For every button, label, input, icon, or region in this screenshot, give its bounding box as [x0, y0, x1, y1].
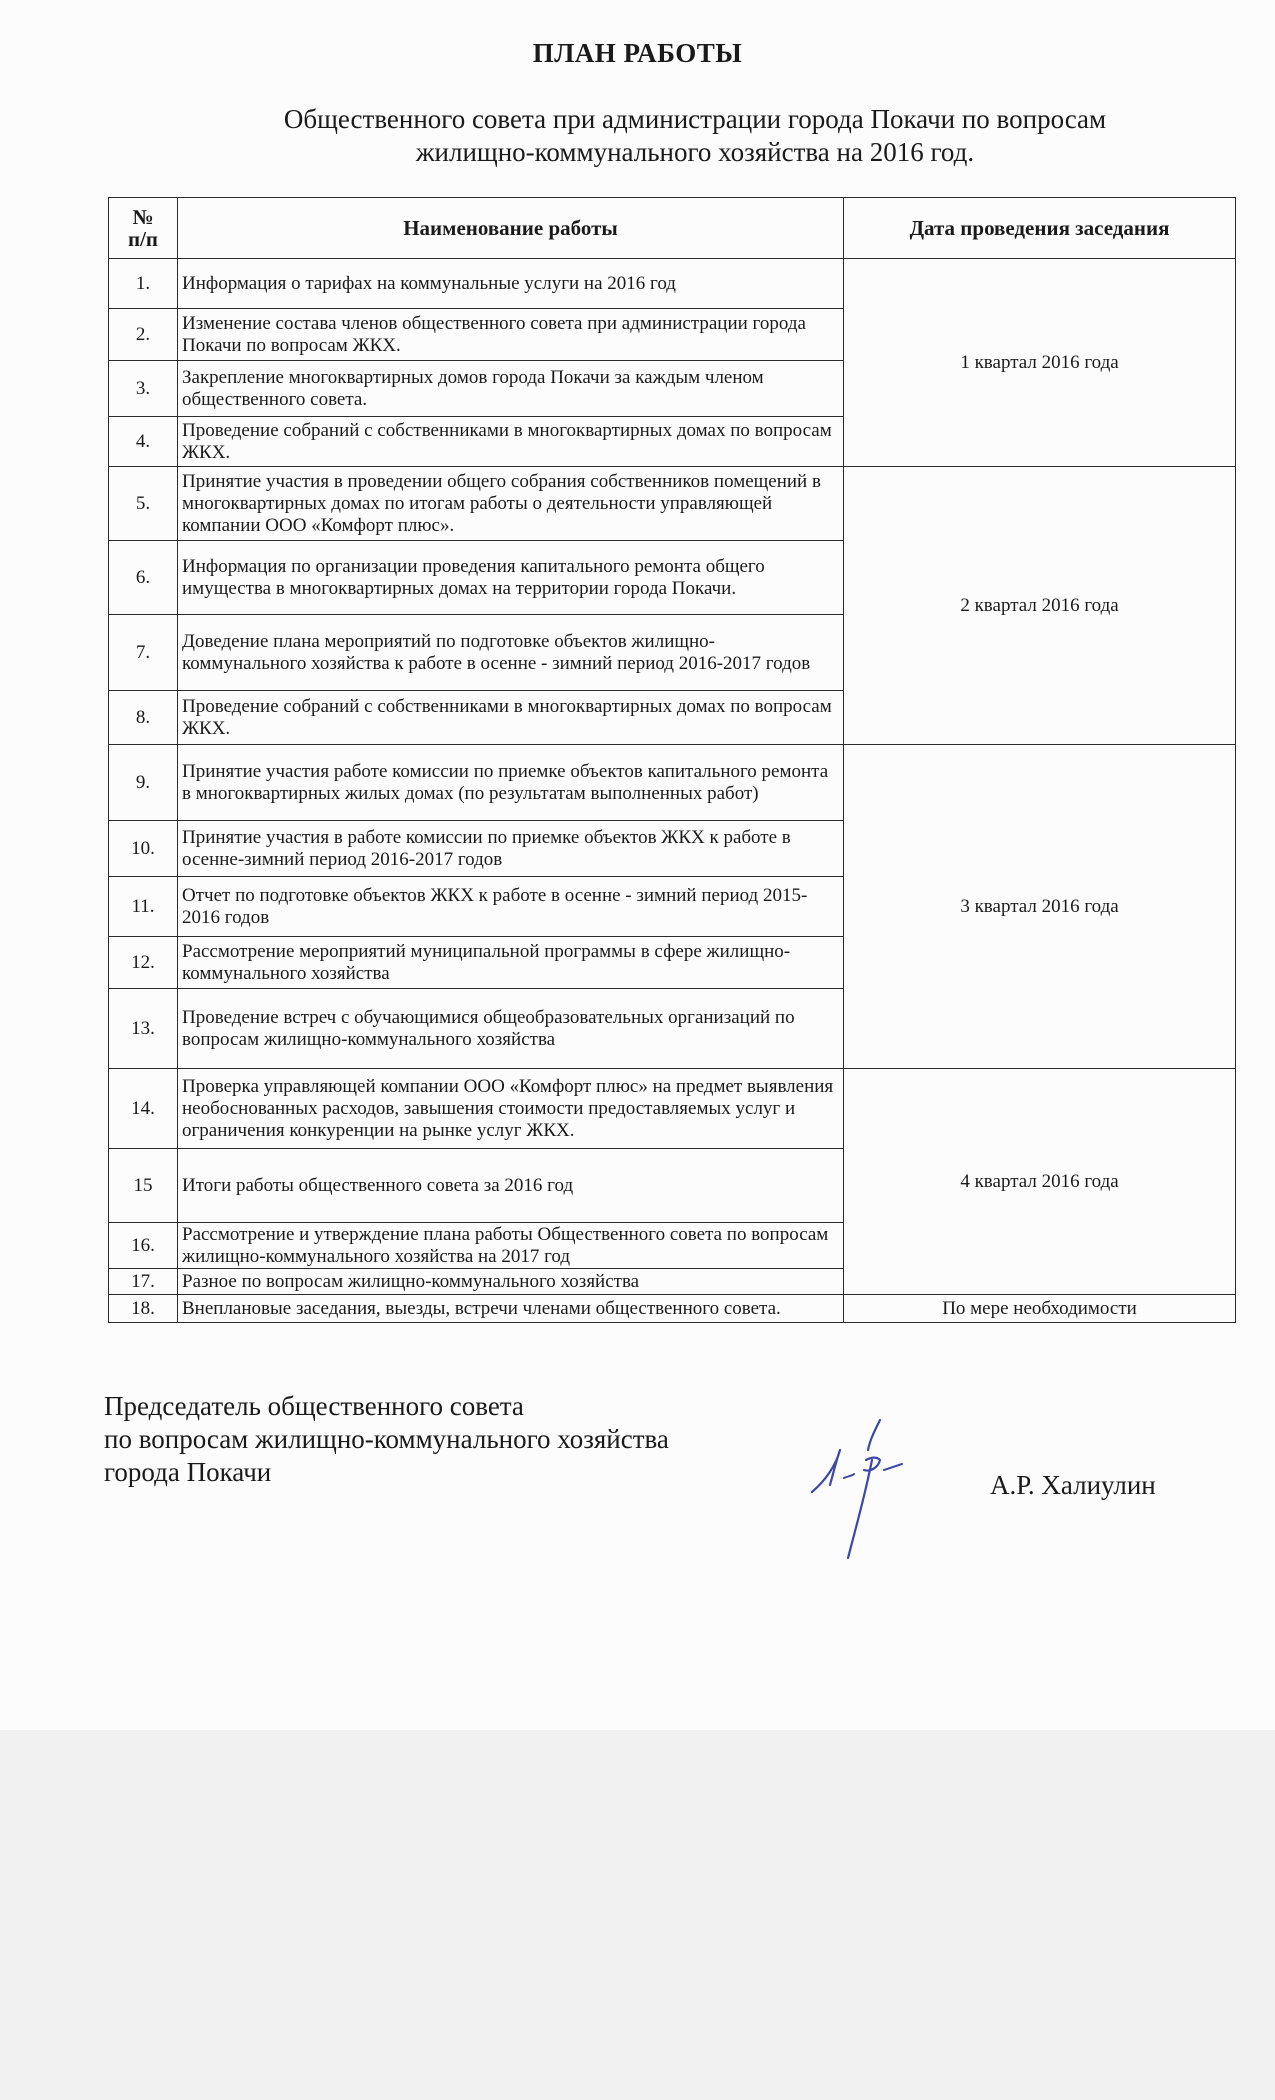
table-row — [109, 467, 1236, 541]
row-work-name: Итоги работы общественного совета за 2016 год — [178, 1149, 844, 1223]
row-number: 2. — [109, 309, 178, 361]
header-number-symbol: № — [132, 205, 154, 229]
chairman-title-line-1: Председатель общественного совета — [104, 1391, 524, 1421]
handwritten-signature — [800, 1410, 920, 1560]
row-work-name: Внеплановые заседания, выезды, встречи членами общественного совета. — [178, 1295, 844, 1323]
row-number: 15 — [109, 1149, 178, 1223]
table-row — [109, 259, 1236, 309]
row-work-name: Рассмотрение и утверждение плана работы Общественного совета по вопросам жилищно-коммунального хозяйства на 2017 год — [178, 1223, 844, 1269]
row-work-name: Проведение встреч с обучающимися общеобразовательных организаций по вопросам жилищно-коммунального хозяйства — [178, 989, 844, 1069]
row-work-name: Отчет по подготовке объектов ЖКХ к работе в осенне - зимний период 2015-2016 годов — [178, 877, 844, 937]
row-work-name: Проверка управляющей компании ООО «Комфорт плюс» на предмет выявления необоснованных расходов, завышения стоимости предоставляемых услуг и ограничения конкуренции на рынке услуг ЖКХ. — [178, 1069, 844, 1149]
subtitle-line-1: Общественного совета при администрации города Покачи по вопросам — [283, 104, 1107, 134]
row-work-name: Проведение собраний с собственниками в многоквартирных домах по вопросам ЖКХ. — [178, 417, 844, 467]
row-number: 1. — [109, 259, 178, 309]
document-title: ПЛАН РАБОТЫ — [532, 38, 743, 68]
row-number: 16. — [109, 1223, 178, 1269]
row-number: 17. — [109, 1269, 178, 1295]
header-work-name: Наименование работы — [178, 198, 844, 259]
date-q1: 1 квартал 2016 года — [844, 259, 1236, 467]
row-work-name: Информация по организации проведения капитального ремонта общего имущества в многоквартирных домах на территории города Покачи. — [178, 541, 844, 615]
header-meeting-date: Дата проведения заседания — [844, 198, 1236, 259]
signer-name: А.Р. Халиулин — [990, 1470, 1156, 1500]
row-number: 3. — [109, 361, 178, 417]
chairman-title-line-2: по вопросам жилищно-коммунального хозяйства — [104, 1424, 669, 1454]
row-number: 14. — [109, 1069, 178, 1149]
row-work-name: Принятие участия в проведении общего собрания собственников помещений в многоквартирных домах по итогам работы о деятельности управляющей компании ООО «Комфорт плюс». — [178, 467, 844, 541]
document-subtitle — [230, 103, 1160, 169]
date-q3: 3 квартал 2016 года — [844, 745, 1236, 1069]
date-q4: 4 квартал 2016 года — [844, 1069, 1236, 1295]
chairman-title — [104, 1390, 669, 1489]
row-number: 13. — [109, 989, 178, 1069]
date-q2: 2 квартал 2016 года — [844, 467, 1236, 745]
table-row — [109, 1295, 1236, 1323]
row-work-name: Изменение состава членов общественного совета при администрации города Покачи по вопросам ЖКХ. — [178, 309, 844, 361]
row-number: 18. — [109, 1295, 178, 1323]
row-work-name: Информация о тарифах на коммунальные услуги на 2016 год — [178, 259, 844, 309]
row-work-name: Рассмотрение мероприятий муниципальной программы в сфере жилищно-коммунального хозяйства — [178, 937, 844, 989]
row-number: 6. — [109, 541, 178, 615]
row-number: 11. — [109, 877, 178, 937]
work-plan-table — [108, 197, 1236, 1323]
row-number: 12. — [109, 937, 178, 989]
table-row — [109, 1069, 1236, 1149]
row-number: 10. — [109, 821, 178, 877]
row-work-name: Проведение собраний с собственниками в многоквартирных домах по вопросам ЖКХ. — [178, 691, 844, 745]
row-number: 8. — [109, 691, 178, 745]
row-number: 5. — [109, 467, 178, 541]
header-number-abbr: п/п — [127, 227, 159, 251]
row-work-name: Принятие участия в работе комиссии по приемке объектов ЖКХ к работе в осенне-зимний период 2016-2017 годов — [178, 821, 844, 877]
row-number: 4. — [109, 417, 178, 467]
row-work-name: Принятие участия работе комиссии по приемке объектов капитального ремонта в многоквартирных жилых домах (по результатам выполненных работ) — [178, 745, 844, 821]
row-number: 7. — [109, 615, 178, 691]
row-work-name: Закрепление многоквартирных домов города Покачи за каждым членом общественного совета. — [178, 361, 844, 417]
chairman-title-line-3: города Покачи — [104, 1457, 272, 1487]
row-work-name: Разное по вопросам жилищно-коммунального хозяйства — [178, 1269, 844, 1295]
row-work-name: Доведение плана мероприятий по подготовке объектов жилищно-коммунального хозяйства к работе в осенне - зимний период 2016-2017 годов — [178, 615, 844, 691]
table-header-row — [109, 198, 1236, 259]
row-number: 9. — [109, 745, 178, 821]
subtitle-line-2: жилищно-коммунального хозяйства на 2016 год. — [415, 137, 975, 167]
header-number — [109, 198, 178, 259]
date-as-needed: По мере необходимости — [844, 1295, 1236, 1323]
table-row — [109, 745, 1236, 821]
